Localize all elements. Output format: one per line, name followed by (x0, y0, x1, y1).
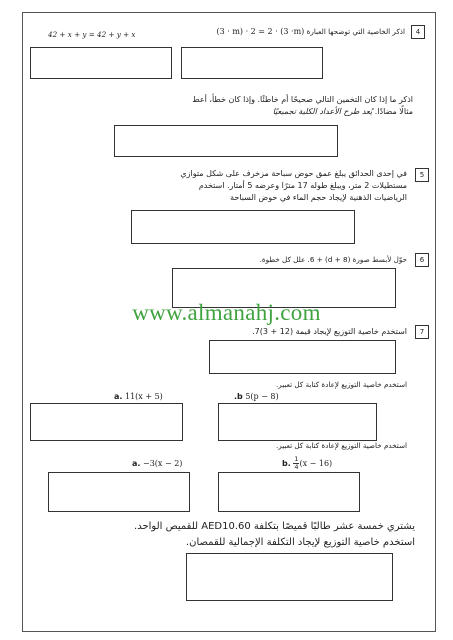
rewrite1-b-expression: 5(p − 8) (245, 392, 279, 401)
rewrite1-a-expression: 11(x + 5) (124, 392, 163, 401)
rewrite1-a-label: a. (114, 392, 123, 401)
rewrite1-instruction: استخدم خاصية التوزيع لإعادة كتابة كل تعبير. (276, 380, 407, 389)
rewrite2-instruction: استخدم خاصية التوزيع لإعادة كتابة كل تعبير. (276, 441, 407, 450)
conjecture-line-1: اذكر ما إذا كان التخمين التالي صحيحًا أم خاطئًا. وإذا كان خطأ، أعط (192, 95, 413, 104)
rewrite1-part-b (234, 391, 334, 403)
q5-line-2: مستطيلات 2 متر، ويبلغ طوله 17 مترًا وعرضه 5 أمتار. استخدم (198, 181, 407, 190)
q7-text: استخدم خاصية التوزيع لإيجاد قيمة (12 + 3)7. (252, 327, 407, 336)
answer-box-q4-right[interactable] (181, 47, 323, 79)
q4-prompt (190, 26, 405, 37)
rewrite2-b-label: b. (282, 459, 291, 468)
watermark: www.almanahj.com (132, 300, 321, 325)
conjecture-statement: يُعد طرح الأعداد الكلية تجميعيًا (272, 107, 373, 116)
q5-line-1: في إحدى الحدائق يبلغ عمق حوض سباحة مزخرف على شكل متوازي (180, 169, 407, 178)
answer-box-conjecture[interactable] (114, 125, 338, 157)
answer-box-rewrite1-a[interactable] (30, 403, 183, 441)
q4-equation: (3 · m) · 2 = 2 · (3 ·m) (216, 27, 305, 36)
rewrite2-a-label: a. (132, 459, 141, 468)
shirts-line-2: استخدم خاصية التوزيع لإيجاد التكلفة الإجمالية للقمصان. (185, 537, 415, 548)
question-number-5: 5 (415, 168, 429, 182)
conjecture-counterexample: مثالًا مضادًا. (374, 107, 413, 116)
answer-box-rewrite1-b[interactable] (218, 403, 377, 441)
answer-box-q4-left[interactable] (30, 47, 172, 79)
question-number-7: 7 (415, 325, 429, 339)
q4-equation-2: 42 + x + y = 42 + y + x (48, 30, 136, 39)
rewrite2-a-expression: −3(x − 2) (142, 459, 183, 468)
rewrite2-part-b (282, 456, 382, 471)
question-number-4: 4 (411, 25, 425, 39)
rewrite1-part-a (114, 391, 214, 403)
q6-text: حوّل لأبسط صورة (8 + d) + 6. علل كل خطوة. (259, 255, 407, 264)
answer-box-q7[interactable] (209, 340, 396, 374)
q4-prompt-text: اذكر الخاصية التي توضحها العبارة (306, 27, 405, 36)
question-number-6: 6 (415, 253, 429, 267)
fraction-numerator: 1 (294, 455, 299, 463)
fraction-denominator: 4 (294, 463, 299, 471)
answer-box-rewrite2-a[interactable] (48, 472, 190, 512)
shirts-line-1: يشتري خمسة عشر طالبًا قميصًا بتكلفة AED10.60 للقميص الواحد. (134, 521, 415, 532)
answer-box-rewrite2-b[interactable] (218, 472, 360, 512)
q5-line-3: الرياضيات الذهنية لإيجاد حجم الماء في حوض السباحة (230, 193, 407, 202)
rewrite2-part-a (132, 458, 222, 470)
answer-box-shirts[interactable] (186, 553, 393, 601)
rewrite1-b-label: .b (234, 392, 243, 401)
answer-box-q5[interactable] (131, 210, 355, 244)
rewrite2-b-expression: (x − 16) (299, 459, 333, 468)
conjecture-line-2 (35, 106, 413, 118)
